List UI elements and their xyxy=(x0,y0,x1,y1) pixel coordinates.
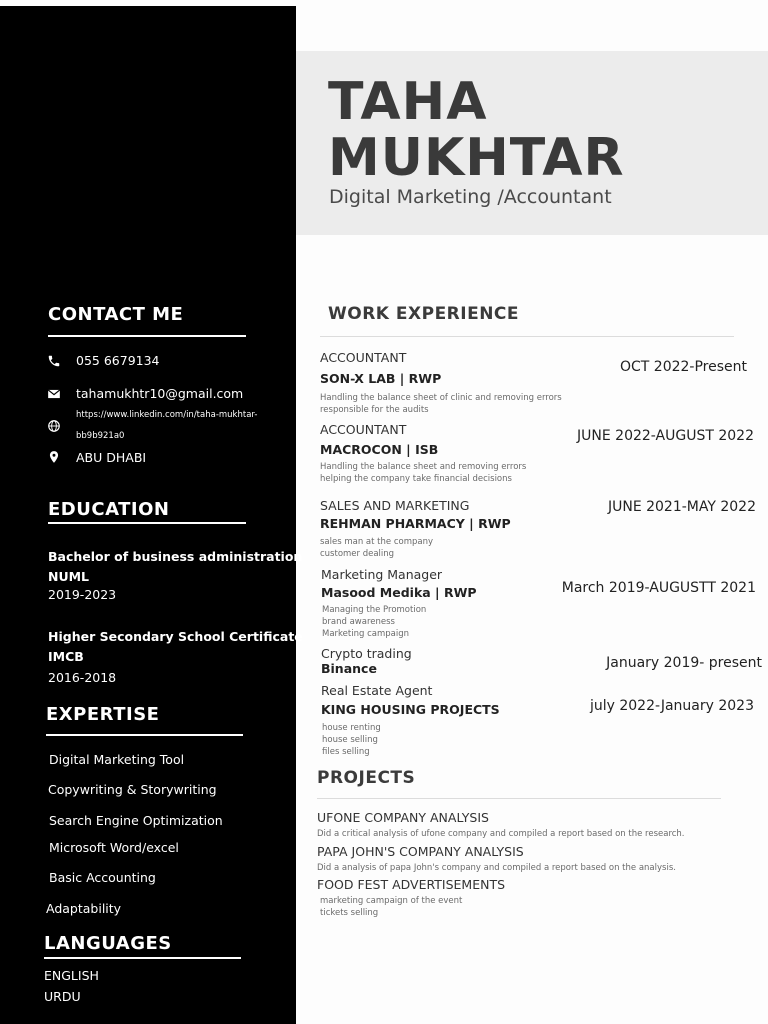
education-divider xyxy=(48,522,246,524)
job-date: January 2019- present xyxy=(606,655,762,671)
project-description: marketing campaign of the event xyxy=(320,896,463,906)
job-role: ACCOUNTANT xyxy=(320,350,407,365)
expertise-divider xyxy=(46,734,243,736)
email-address[interactable]: tahamukhtr10@gmail.com xyxy=(76,386,244,401)
phone-number[interactable]: 055 6679134 xyxy=(76,353,160,368)
job-employer: MACROCON | ISB xyxy=(320,442,439,457)
job-description: house selling xyxy=(322,735,378,745)
job-employer: Masood Medika | RWP xyxy=(321,585,477,600)
language-item: ENGLISH xyxy=(44,968,99,983)
job-description: Marketing campaign xyxy=(322,629,409,639)
expertise-item: Microsoft Word/excel xyxy=(49,840,179,855)
job-title: Digital Marketing /Accountant xyxy=(329,186,612,208)
phone-icon xyxy=(47,354,61,368)
job-employer: Binance xyxy=(321,661,377,676)
work-experience-heading: WORK EXPERIENCE xyxy=(328,304,520,324)
last-name: MUKHTAR xyxy=(328,128,625,188)
education-heading: EDUCATION xyxy=(48,499,170,520)
job-description: responsible for the audits xyxy=(320,405,429,415)
project-description: tickets selling xyxy=(320,908,379,918)
expertise-item: Adaptability xyxy=(46,901,122,916)
expertise-item: Copywriting & Storywriting xyxy=(48,782,217,797)
location: ABU DHABI xyxy=(76,450,147,465)
education-school: NUML xyxy=(48,569,90,584)
project-name: PAPA JOHN'S COMPANY ANALYSIS xyxy=(317,844,524,859)
job-role: Marketing Manager xyxy=(321,567,443,582)
job-employer: KING HOUSING PROJECTS xyxy=(321,702,500,717)
job-description: brand awareness xyxy=(322,617,395,627)
job-date: july 2022-January 2023 xyxy=(589,698,754,714)
work-experience-divider xyxy=(320,336,734,337)
contact-heading: CONTACT ME xyxy=(48,304,184,325)
email-icon xyxy=(47,387,61,401)
expertise-item: Digital Marketing Tool xyxy=(49,752,185,767)
job-description: sales man at the company xyxy=(320,537,434,547)
job-role: ACCOUNTANT xyxy=(320,422,407,437)
language-item: URDU xyxy=(44,989,81,1004)
job-date: OCT 2022-Present xyxy=(619,359,747,375)
job-employer: REHMAN PHARMACY | RWP xyxy=(320,516,511,531)
job-description: Handling the balance sheet and removing errors xyxy=(320,462,527,472)
education-years: 2019-2023 xyxy=(48,587,117,602)
job-description: helping the company take financial decisions xyxy=(320,474,512,484)
education-years: 2016-2018 xyxy=(48,670,117,685)
job-employer: SON-X LAB | RWP xyxy=(320,371,442,386)
projects-heading: PROJECTS xyxy=(317,768,416,788)
expertise-item: Basic Accounting xyxy=(49,870,156,885)
project-name: UFONE COMPANY ANALYSIS xyxy=(317,810,489,825)
expertise-item: Search Engine Optimization xyxy=(49,813,223,828)
projects-divider xyxy=(317,798,721,799)
languages-divider xyxy=(44,957,241,959)
globe-icon xyxy=(47,419,61,433)
job-role: Real Estate Agent xyxy=(321,683,433,698)
job-role: SALES AND MARKETING xyxy=(320,498,470,513)
contact-divider xyxy=(48,335,246,337)
linkedin-url-line2[interactable]: bb9b921a0 xyxy=(76,431,125,441)
languages-heading: LANGUAGES xyxy=(44,933,172,954)
education-degree: Higher Secondary School Certificate xyxy=(48,629,303,644)
project-description: Did a analysis of papa John's company and compiled a report based on the analysis. xyxy=(317,863,676,873)
job-description: Managing the Promotion xyxy=(322,605,427,615)
expertise-heading: EXPERTISE xyxy=(46,704,160,725)
job-date: JUNE 2022-AUGUST 2022 xyxy=(577,428,754,444)
job-description: files selling xyxy=(322,747,370,757)
job-date: March 2019-AUGUSTT 2021 xyxy=(561,580,756,596)
job-date: JUNE 2021-MAY 2022 xyxy=(607,499,756,515)
education-school: IMCB xyxy=(48,649,84,664)
linkedin-url-line1[interactable]: https://www.linkedin.com/in/taha-mukhtar- xyxy=(76,410,258,420)
project-name: FOOD FEST ADVERTISEMENTS xyxy=(317,877,506,892)
job-description: customer dealing xyxy=(320,549,395,559)
job-description: Handling the balance sheet of clinic and removing errors xyxy=(320,393,562,403)
project-description: Did a critical analysis of ufone company and compiled a report based on the research. xyxy=(317,829,685,839)
job-role: Crypto trading xyxy=(321,646,412,661)
first-name: TAHA xyxy=(328,72,488,132)
location-pin-icon xyxy=(47,450,61,464)
job-description: house renting xyxy=(322,723,381,733)
education-degree: Bachelor of business administration xyxy=(48,549,303,564)
